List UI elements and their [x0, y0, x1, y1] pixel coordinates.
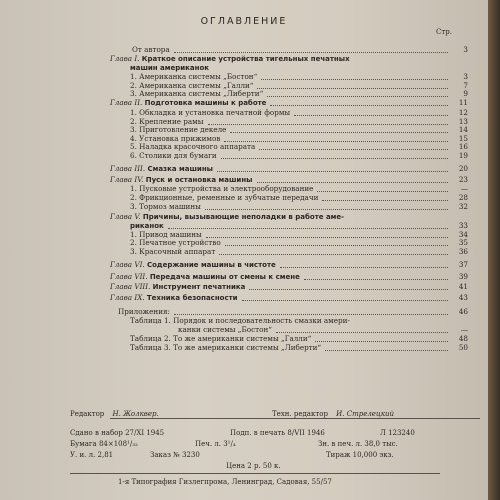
imprint-line-2c: Зн. в печ. л. 38,0 тыс.: [318, 440, 398, 448]
toc-entry: [110, 293, 238, 303]
leader-dots: [224, 140, 448, 142]
toc-page-number: 48: [458, 334, 468, 343]
toc-page-number: —: [460, 325, 468, 334]
toc-entry-title: Смазка машины: [147, 165, 213, 173]
toc-entry-title: 2. Фрикционные, ременные и зубчатые передачи: [130, 193, 319, 202]
toc-entry-title: Таблица 3. То же американки системы „Либерти“: [130, 343, 322, 352]
toc-entry: [130, 89, 263, 98]
toc-page-number: 12: [458, 108, 468, 117]
toc-entry: [130, 238, 221, 247]
leader-dots: [270, 104, 448, 106]
toc-entry: [130, 142, 255, 151]
toc-entry-title: Содержание машины в чистоте: [146, 261, 276, 269]
toc-page-number: 41: [458, 282, 468, 291]
toc-entry: [130, 334, 311, 343]
leader-dots: [325, 349, 448, 351]
toc-entry-title: Передача машины от смены к смене: [149, 273, 300, 281]
toc-page-number: 3: [463, 45, 468, 54]
toc-entry: [130, 184, 313, 193]
imprint-editor: Редактор Н. Жолквер.: [70, 410, 159, 418]
toc-entry-title: 6. Столики для бумаги: [130, 151, 217, 160]
toc-page-number: 23: [458, 175, 468, 184]
imprint-price: Цена 2 р. 50 к.: [226, 462, 281, 470]
toc-page-number: 32: [458, 202, 468, 211]
toc-page-number: 15: [458, 134, 468, 143]
toc-entry-title: 3. Приготовление декеле: [130, 125, 227, 134]
chapter-label: Глава VIII.: [110, 282, 153, 291]
leader-dots: [249, 288, 448, 290]
leader-dots: [304, 278, 448, 280]
leader-dots: [168, 227, 448, 229]
toc-page-number: 20: [458, 164, 468, 173]
toc-page-number: 3: [463, 72, 468, 81]
toc-entry-title: 2. Крепление рамы: [130, 117, 204, 126]
chapter-label: Глава I.: [110, 54, 142, 63]
toc-entry: [130, 316, 350, 325]
imprint-line-3b: Заказ № 3230: [150, 451, 200, 459]
leader-dots: [315, 340, 448, 342]
leader-dots: [217, 170, 448, 172]
chapter-label: Глава VI.: [110, 260, 147, 269]
toc-entry-title: 2. Американка системы „Галли“: [130, 81, 254, 90]
toc-entry-title: 1. Обкладка и установка печатной формы: [130, 108, 291, 117]
toc-entry: [118, 307, 170, 316]
toc-page-number: 43: [458, 293, 468, 302]
chapter-label: Глава V.: [110, 212, 143, 221]
imprint-line-1c: Л 123240: [380, 429, 415, 437]
toc-page-number: 11: [458, 98, 468, 107]
toc-page-number: 7: [463, 81, 468, 90]
leader-dots: [317, 190, 448, 192]
toc-entry-title: Пуск и остановка машины: [145, 176, 253, 184]
toc-page-number: 46: [458, 307, 468, 316]
toc-entry: [110, 272, 300, 282]
chapter-label: Глава II.: [110, 98, 145, 107]
chapter-label: Глава IV.: [110, 175, 146, 184]
toc-page-number: 36: [458, 247, 468, 256]
leader-dots: [280, 266, 448, 268]
imprint-printer: 1-я Типография Гизлегпрома, Ленинград, Садовая, 55/57: [118, 478, 332, 486]
imprint-tech-editor: Техн. редактор И. Стрелецкий: [272, 410, 395, 418]
leader-dots: [267, 95, 448, 97]
book-spine: [488, 0, 500, 500]
page-column-label: Стр.: [436, 28, 452, 36]
toc-page-number: 19: [458, 151, 468, 160]
toc-page-number: 34: [458, 230, 468, 239]
leader-dots: [225, 244, 448, 246]
toc-entry: [130, 343, 321, 352]
imprint-top-rule: [110, 418, 480, 419]
leader-dots: [205, 208, 448, 210]
toc-page-number: 14: [458, 125, 468, 134]
toc-entry-title: 5. Наладка красочного аппарата: [130, 142, 256, 151]
toc-entry-title: 3. Красочный аппарат: [130, 247, 216, 256]
toc-entry-title: Инструмент печатника: [152, 283, 246, 291]
leader-dots: [219, 253, 448, 255]
toc-page-number: 16: [458, 142, 468, 151]
toc-page-number: 9: [463, 89, 468, 98]
toc-page-number: 35: [458, 238, 468, 247]
imprint-line-2b: Печ. л. 3¹/₄: [195, 440, 236, 448]
toc-entry: [110, 164, 213, 174]
toc-entry-title: Таблица 1. Порядок и последовательность смазки амери-: [130, 316, 350, 325]
leader-dots: [276, 331, 448, 333]
toc-page-number: 33: [458, 221, 468, 230]
page-title: ОГЛАВЛЕНИЕ: [200, 16, 288, 27]
toc-entry: [110, 282, 245, 292]
toc-entry-title: канки системы „Бостон“: [178, 325, 272, 334]
imprint-bottom-rule: [70, 473, 440, 474]
imprint-line-3c: Тираж 10,000 экз.: [326, 451, 394, 459]
leader-dots: [174, 51, 448, 53]
leader-dots: [221, 157, 448, 159]
toc-entry-title: 1. Привод машины: [130, 230, 202, 239]
chapter-label: Глава III.: [110, 164, 148, 173]
toc-entry: [110, 98, 266, 108]
toc-entry: [130, 108, 290, 117]
toc-entry-title: Причины, вызывающие неполадки в работе аме-: [142, 213, 345, 221]
toc-page-number: 39: [458, 272, 468, 281]
leader-dots: [257, 87, 448, 89]
leader-dots: [294, 114, 448, 116]
toc-entry-title: Техника безопасности: [146, 294, 238, 302]
leader-dots: [174, 313, 448, 315]
imprint-line-2a: Бумага 84×108¹/₃₂: [70, 440, 138, 448]
toc-entry-title: Краткое описание устройства тигельных печатных: [141, 55, 350, 63]
toc-entry: [178, 325, 272, 334]
toc-entry-title: Таблица 2. То же американки системы „Галли“: [130, 334, 312, 343]
toc-entry-title: 1. Пусковые устройства и электрооборудование: [130, 184, 314, 193]
toc-page-number: 37: [458, 260, 468, 269]
toc-entry: [130, 202, 201, 211]
leader-dots: [230, 131, 448, 133]
toc-entry-title: 2. Печатное устройство: [130, 238, 221, 247]
leader-dots: [322, 199, 448, 201]
toc-entry-title: 3. Американка системы „Либерти“: [130, 89, 264, 98]
chapter-label: Глава VII.: [110, 272, 150, 281]
imprint-line-1b: Подп. в печать 8/VII 1946: [230, 429, 325, 437]
toc-entry: [130, 72, 257, 81]
toc-page-number: 50: [458, 343, 468, 352]
imprint-line-3a: У. и. л. 2,81: [70, 451, 114, 459]
toc-entry: [110, 260, 276, 270]
toc-entry-title: 3. Тормоз машины: [130, 202, 201, 211]
leader-dots: [257, 181, 449, 183]
toc-entry-title: риканок: [130, 222, 164, 230]
toc-page-number: —: [460, 184, 468, 193]
toc-entry: [130, 247, 215, 256]
toc-entry-title: Подготовка машины к работе: [144, 99, 267, 107]
toc-entry: [132, 45, 170, 54]
chapter-label: Глава IX.: [110, 293, 147, 302]
leader-dots: [208, 123, 449, 125]
toc-entry-title: От автора: [132, 45, 170, 54]
toc-entry-title: 4. Установка прижимов: [130, 134, 221, 143]
toc-entry: [130, 125, 226, 134]
leader-dots: [261, 78, 448, 80]
leader-dots: [259, 148, 448, 150]
toc-entry-title: машин американок: [130, 64, 210, 72]
toc-page-number: 28: [458, 193, 468, 202]
toc-page-number: 13: [458, 117, 468, 126]
toc-entry: [130, 151, 217, 160]
toc-entry: [130, 193, 318, 202]
leader-dots: [242, 299, 448, 301]
leader-dots: [206, 236, 448, 238]
toc-entry-title: 1. Американка системы „Бостон“: [130, 72, 258, 81]
toc-entry-title: Приложения:: [118, 307, 170, 316]
imprint-line-1a: Сдано в набор 27/XI 1945: [70, 429, 165, 437]
